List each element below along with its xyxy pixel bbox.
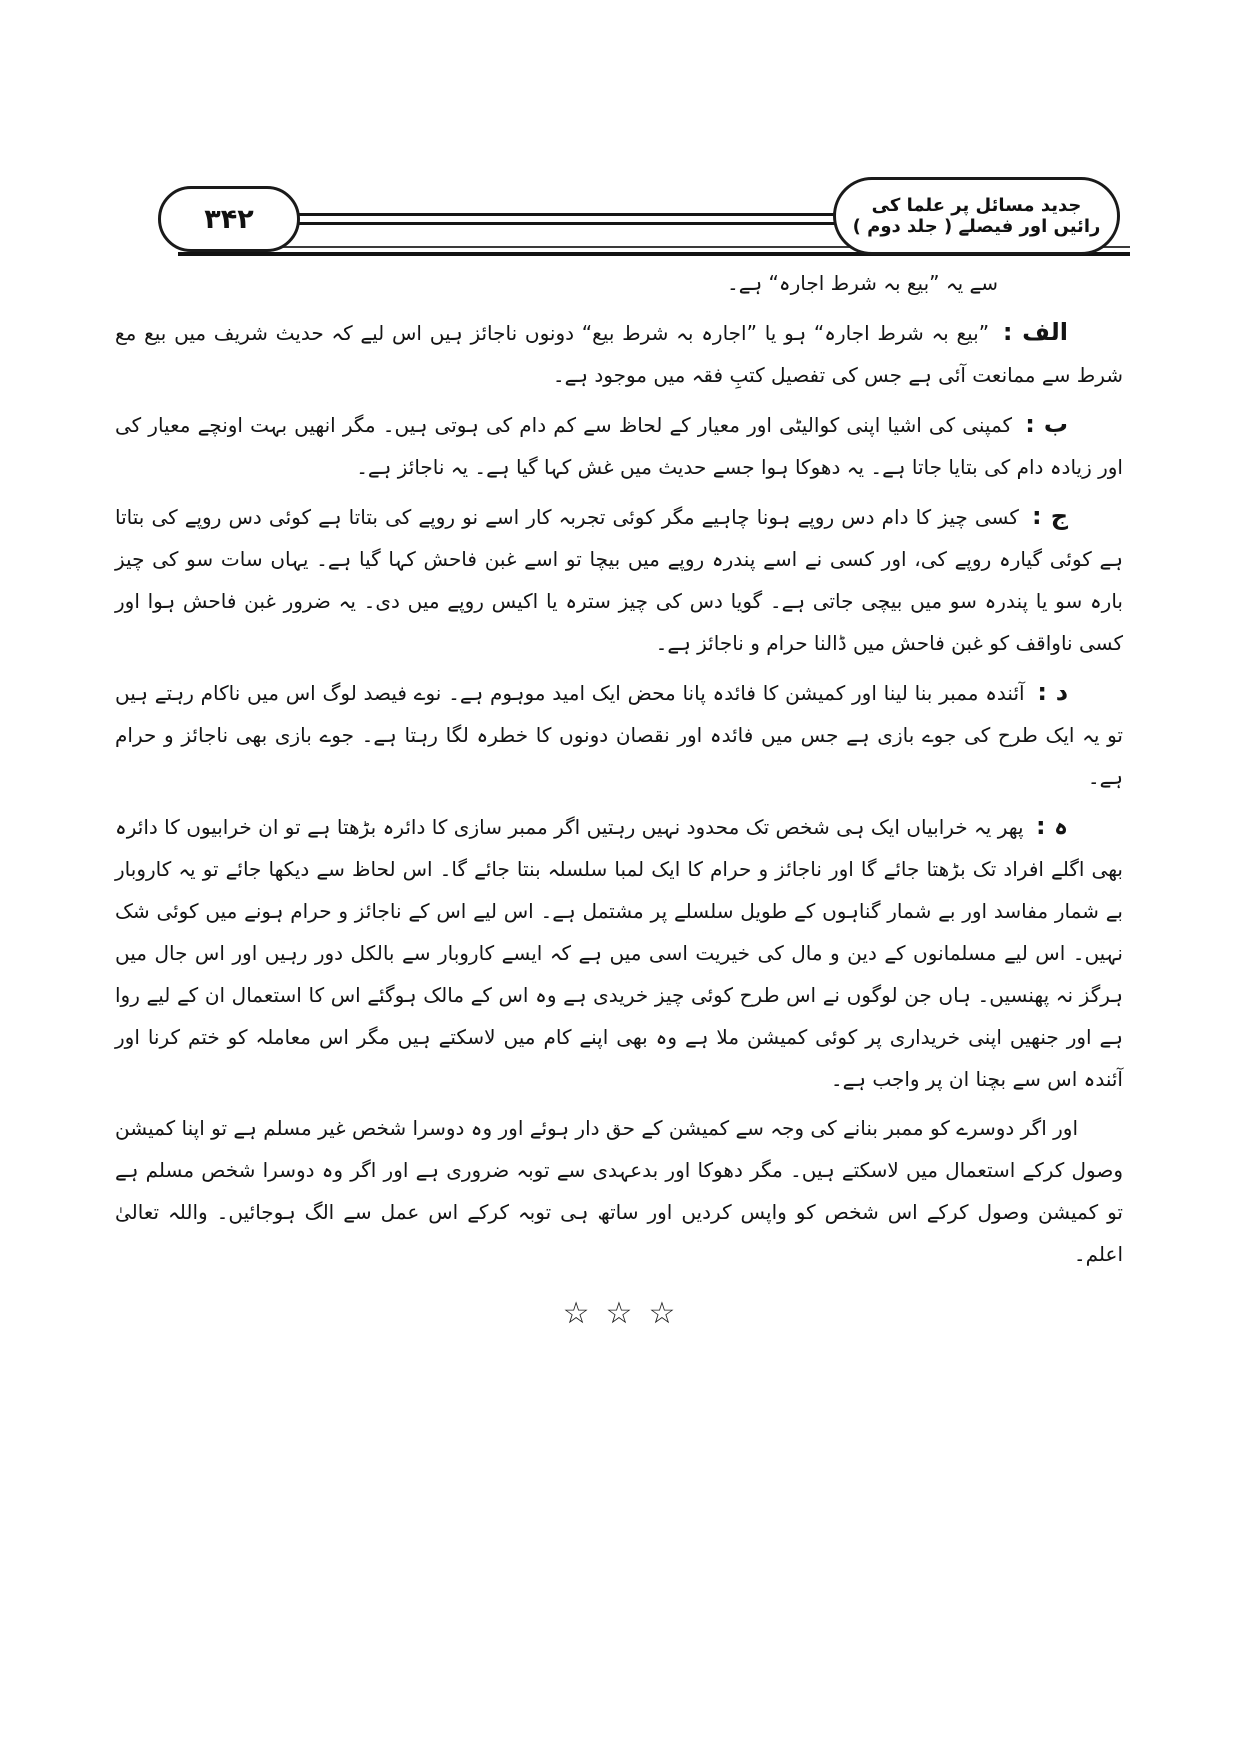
paragraph-section-jeem — [115, 495, 1123, 664]
section-text-he: پھر یہ خرابیاں ایک ہی شخص تک محدود نہیں رہتیں اگر ممبر سازی کا دائرہ بڑھتا ہے تو ان خرابیوں کا دائرہ بھی اگلے افراد تک بڑھتا جائے گا اور ناجائز و حرام کا ایک لمبا سلسلہ بنتا جائے گا۔ اس لحاظ سے دیکھا جائے تو یہ کاروبار بے شمار مفاسد اور بے شمار گناہوں کے طویل سلسلے پر مشتمل ہے۔ اس لیے اس کے ناجائز و حرام ہونے میں کوئی شک نہیں۔ اس لیے مسلمانوں کے دین و مال کی خیریت اسی میں ہے کہ ایسے کاروبار سے بالکل دور رہیں اور اس جال میں ہرگز نہ پھنسیں۔ ہاں جن لوگوں نے اس طرح کوئی چیز خریدی ہے وہ اس کے مالک ہوگئے اس کا استعمال ان کے لیے روا ہے اور جنھیں اپنی خریداری پر کوئی کمیشن ملا ہے وہ بھی اپنے کام میں لاسکتے ہیں مگر اس معاملہ کو ختم کرنا اور آئندہ اس سے بچنا ان پر واجب ہے۔ — [115, 815, 1123, 1091]
continuation-text: سے یہ ”بیع بہ شرط اجارہ“ ہے۔ — [727, 271, 998, 295]
book-title: جدید مسائل پر علما کی رائیں اور فیصلے ( جلد دوم ) — [852, 195, 1101, 237]
header-connector-line — [296, 213, 836, 225]
section-text-jeem: کسی چیز کا دام دس روپے ہونا چاہیے مگر کوئی تجربہ کار اسے نو روپے کی بتاتا ہے کوئی دس روپے کی بتاتا ہے کوئی گیارہ روپے کی، اور کسی نے اسے پندرہ روپے میں بیچا تو اسے غبن فاحش کہا گیا ہے۔ یہاں سات سو کی چیز بارہ سو یا پندرہ سو میں بیچی جاتی ہے۔ گویا دس کی چیز سترہ یا اکیس روپے میں دی۔ یہ ضرور غبن فاحش ہوا اور کسی ناواقف کو غبن فاحش میں ڈالنا حرام و ناجائز ہے۔ — [115, 505, 1123, 655]
book-title-badge — [833, 177, 1120, 255]
section-text-be: کمپنی کی اشیا اپنی کوالیٹی اور معیار کے لحاظ سے کم دام کی ہوتی ہیں۔ مگر انھیں بہت اونچے معیار کی اور زیادہ دام کی بتایا جاتا ہے۔ یہ دھوکا ہوا جسے حدیث میں غش کہا گیا ہے۔ یہ ناجائز ہے۔ — [115, 413, 1123, 479]
section-marker-he: ہ : — [1035, 812, 1069, 840]
section-text-daal: آئندہ ممبر بنا لینا اور کمیشن کا فائدہ پانا محض ایک امید موہوم ہے۔ نوے فیصد لوگ اس میں ناکام رہتے ہیں تو یہ ایک طرح کی جوے بازی ہے جس میں فائدہ اور نقصان دونوں کا خطرہ لگا رہتا ہے۔ جوے بازی بھی ناجائز و حرام ہے۔ — [115, 681, 1123, 789]
paragraph-continuation — [115, 262, 1123, 304]
paragraph-section-alif — [115, 311, 1123, 396]
closing-text: اور اگر دوسرے کو ممبر بنانے کی وجہ سے کمیشن کے حق دار ہوئے اور وہ دوسرا شخص غیر مسلم ہے تو اپنا کمیشن وصول کرکے استعمال میں لاسکتے ہیں۔ مگر دھوکا اور بدعہدی سے توبہ ضروری ہے اور اگر وہ دوسرا شخص مسلم ہے تو کمیشن وصول کرکے اس شخص کو واپس کردیں اور ساتھ ہی توبہ کرکے اس عمل سے الگ ہوجائیں۔ واللہ تعالیٰ اعلم۔ — [115, 1116, 1123, 1266]
paragraph-closing — [115, 1107, 1123, 1275]
section-marker-be: ب : — [1025, 410, 1069, 438]
page-number: ۳۴۲ — [204, 203, 254, 235]
page-body — [115, 262, 1123, 1335]
section-marker-alif: الف : — [1002, 318, 1069, 346]
section-marker-jeem: ج : — [1032, 502, 1068, 530]
paragraph-section-he — [115, 805, 1123, 1100]
page-number-badge — [158, 186, 300, 252]
end-ornament-stars: ☆☆☆ — [562, 1296, 692, 1331]
section-text-alif: ”بیع بہ شرط اجارہ“ ہو یا ”اجارہ بہ شرط بیع“ دونوں ناجائز ہیں اس لیے کہ حدیث شریف میں بیع مع شرط سے ممانعت آئی ہے جس کی تفصیل کتبِ فقہ میں موجود ہے۔ — [115, 321, 1123, 387]
paragraph-section-daal — [115, 671, 1123, 798]
section-marker-daal: د : — [1037, 678, 1069, 706]
paragraph-section-be — [115, 403, 1123, 488]
